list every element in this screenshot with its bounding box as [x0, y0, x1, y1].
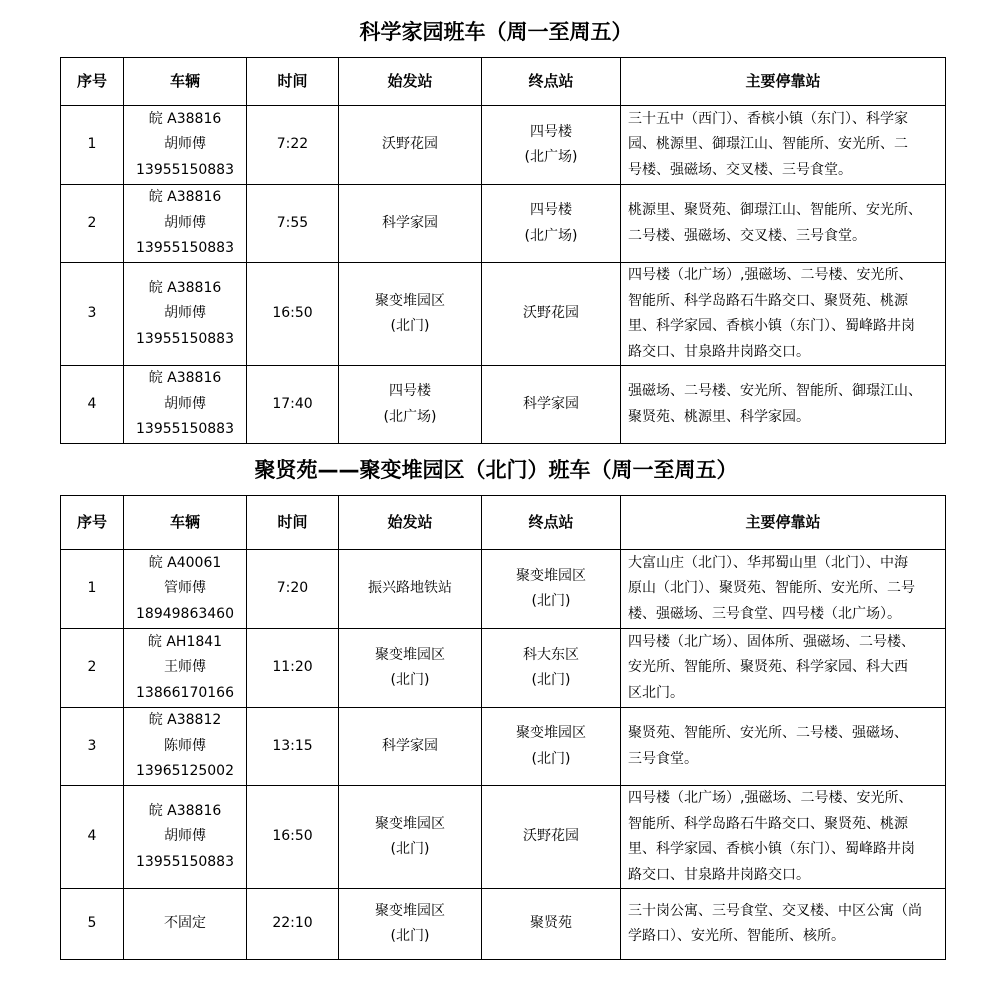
time-cell: 22:10: [247, 889, 339, 960]
origin-cell: [339, 263, 482, 366]
origin-cell: [339, 786, 482, 889]
vehicle-line: 皖 A38816: [148, 279, 222, 296]
vehicle-cell: [124, 889, 247, 960]
time-cell: 7:55: [247, 185, 339, 263]
stops-line: 智能所、科学岛路石牛路交口、聚贤苑、桃源: [628, 292, 908, 309]
table-row: [61, 629, 946, 708]
vehicle-line: 皖 A38812: [148, 712, 222, 729]
dest-line: 聚变堆园区: [516, 725, 586, 741]
dest-line: 四号楼: [530, 202, 572, 218]
origin-line: 沃野花园: [382, 136, 438, 153]
header-time: 时间: [247, 58, 339, 106]
dest-line: (北门): [531, 593, 571, 609]
stops-line: 学路口）、安光所、智能所、核所。: [628, 928, 845, 944]
vehicle-line: 皖 A40061: [148, 554, 222, 571]
stops-cell: [621, 263, 946, 366]
no-cell: 1: [61, 550, 124, 629]
time-cell: 17:40: [247, 366, 339, 444]
header-origin: 始发站: [339, 58, 482, 106]
header-origin: 始发站: [339, 496, 482, 550]
table-row: [61, 708, 946, 786]
origin-line: (北门): [390, 928, 430, 944]
stops-line: 号楼、强磁场、交叉楼、三号食堂。: [628, 161, 852, 178]
stops-cell: [621, 550, 946, 629]
header-row: [61, 58, 946, 106]
dest-cell: [482, 550, 621, 629]
origin-cell: [339, 366, 482, 444]
no-cell: 3: [61, 263, 124, 366]
dest-cell: [482, 708, 621, 786]
vehicle-line: 13955150883: [136, 853, 234, 870]
time-cell: 16:50: [247, 263, 339, 366]
stops-line: 聚贤苑、桃源里、科学家园。: [628, 408, 810, 425]
vehicle-line: 皖 A38816: [148, 802, 222, 819]
vehicle-line: 王师傅: [164, 659, 206, 676]
stops-line: 路交口、甘泉路井岗路交口。: [628, 866, 810, 883]
stops-line: 园、桃源里、御璟江山、智能所、安光所、二: [628, 136, 908, 153]
origin-line: 聚变堆园区: [375, 292, 445, 309]
dest-line: (北门): [531, 750, 571, 767]
stops-line: 四号楼（北广场）,强磁场、二号楼、安光所、: [628, 790, 913, 806]
vehicle-line: 13955150883: [136, 330, 234, 347]
header-dest: 终点站: [482, 58, 621, 106]
dest-cell: [482, 366, 621, 444]
table-row: [61, 889, 946, 960]
dest-line: 聚变堆园区: [516, 567, 586, 584]
stops-line: 区北门。: [628, 684, 684, 701]
stops-line: 聚贤苑、智能所、安光所、二号楼、强磁场、: [628, 725, 908, 741]
origin-line: 四号楼: [389, 383, 431, 399]
no-cell: 1: [61, 106, 124, 185]
header-dest: 终点站: [482, 496, 621, 550]
dest-line: 聚贤苑: [530, 915, 572, 932]
vehicle-line: 胡师傅: [164, 305, 206, 322]
no-cell: 3: [61, 708, 124, 786]
dest-line: (北广场): [524, 227, 578, 244]
vehicle-cell: [124, 786, 247, 889]
no-cell: 2: [61, 629, 124, 708]
no-cell: 2: [61, 185, 124, 263]
vehicle-line: 13955150883: [136, 161, 234, 178]
origin-line: 聚变堆园区: [375, 815, 445, 832]
origin-line: 聚变堆园区: [375, 646, 445, 663]
header-stops: 主要停靠站: [621, 58, 946, 106]
vehicle-line: 不固定: [164, 915, 206, 932]
origin-line: (北门): [390, 318, 430, 334]
stops-line: 二号楼、强磁场、交叉楼、三号食堂。: [628, 227, 866, 244]
vehicle-line: 13955150883: [136, 421, 234, 438]
table-row: [61, 366, 946, 444]
vehicle-line: 胡师傅: [164, 395, 206, 412]
dest-line: 沃野花园: [523, 305, 579, 322]
origin-line: 聚变堆园区: [375, 902, 445, 919]
vehicle-line: 皖 A38816: [148, 189, 222, 206]
time-cell: 7:22: [247, 106, 339, 185]
no-cell: 4: [61, 786, 124, 889]
dest-cell: [482, 185, 621, 263]
origin-cell: [339, 550, 482, 629]
dest-line: (北广场): [524, 149, 578, 165]
header-vehicle: 车辆: [124, 496, 247, 550]
stops-line: 三十岗公寓、三号食堂、交叉楼、中区公寓（尚: [628, 902, 922, 919]
origin-line: 科学家园: [382, 214, 438, 231]
stops-line: 三号食堂。: [628, 750, 698, 767]
table-row: [61, 106, 946, 185]
header-row: [61, 496, 946, 550]
vehicle-cell: [124, 106, 247, 185]
schedule-table-2: [60, 495, 946, 960]
vehicle-line: 13955150883: [136, 240, 234, 257]
stops-line: 路交口、甘泉路井岗路交口。: [628, 343, 810, 360]
origin-line: (北广场): [383, 408, 437, 425]
vehicle-cell: [124, 629, 247, 708]
stops-line: 强磁场、二号楼、安光所、智能所、御璟江山、: [628, 383, 922, 399]
stops-cell: [621, 708, 946, 786]
no-cell: 5: [61, 889, 124, 960]
vehicle-line: 皖 A38816: [148, 110, 222, 127]
schedule-table-1: [60, 57, 946, 444]
stops-line: 安光所、智能所、聚贤苑、科学家园、科大西: [628, 659, 908, 676]
time-cell: 13:15: [247, 708, 339, 786]
dest-line: 四号楼: [530, 123, 572, 140]
stops-line: 桃源里、聚贤苑、御璟江山、智能所、安光所、: [628, 202, 922, 218]
vehicle-line: 陈师傅: [164, 737, 206, 754]
header-stops: 主要停靠站: [621, 496, 946, 550]
vehicle-cell: [124, 263, 247, 366]
time-cell: 16:50: [247, 786, 339, 889]
vehicle-cell: [124, 550, 247, 629]
vehicle-cell: [124, 708, 247, 786]
stops-line: 里、科学家园、香槟小镇（东门）、蜀峰路井岗: [628, 841, 915, 857]
time-cell: 11:20: [247, 629, 339, 708]
vehicle-cell: [124, 366, 247, 444]
table-row: [61, 786, 946, 889]
header-no: 序号: [61, 496, 124, 550]
stops-line: 四号楼（北广场）,强磁场、二号楼、安光所、: [628, 267, 913, 283]
stops-line: 智能所、科学岛路石牛路交口、聚贤苑、桃源: [628, 815, 908, 832]
dest-line: 科学家园: [523, 395, 579, 412]
vehicle-line: 皖 AH1841: [147, 633, 223, 650]
stops-cell: [621, 185, 946, 263]
header-vehicle: 车辆: [124, 58, 247, 106]
vehicle-line: 18949863460: [136, 605, 234, 622]
stops-cell: [621, 786, 946, 889]
header-time: 时间: [247, 496, 339, 550]
stops-line: 里、科学家园、香槟小镇（东门）、蜀峰路井岗: [628, 318, 915, 334]
origin-cell: [339, 629, 482, 708]
vehicle-line: 胡师傅: [164, 136, 206, 153]
origin-cell: [339, 889, 482, 960]
stops-line: 原山（北门）、聚贤苑、智能所、安光所、二号: [628, 580, 915, 597]
vehicle-line: 胡师傅: [164, 828, 206, 845]
table-row: [61, 550, 946, 629]
table-row: [61, 263, 946, 366]
stops-cell: [621, 106, 946, 185]
table1-title: 科学家园班车（周一至周五）: [359, 20, 633, 44]
dest-cell: [482, 889, 621, 960]
vehicle-line: 管师傅: [164, 580, 206, 597]
stops-line: 三十五中（西门）、香槟小镇（东门）、科学家: [628, 110, 908, 127]
stops-line: 大富山庄（北门）、华邦蜀山里（北门）、中海: [628, 554, 908, 571]
stops-cell: [621, 629, 946, 708]
stops-cell: [621, 889, 946, 960]
header-no: 序号: [61, 58, 124, 106]
origin-cell: [339, 708, 482, 786]
time-cell: 7:20: [247, 550, 339, 629]
table-row: [61, 185, 946, 263]
origin-line: 科学家园: [382, 737, 438, 754]
stops-line: 楼、强磁场、三号食堂、四号楼（北广场）。: [628, 605, 901, 622]
no-cell: 4: [61, 366, 124, 444]
vehicle-line: 13866170166: [136, 684, 234, 701]
origin-line: 振兴路地铁站: [368, 580, 452, 597]
stops-cell: [621, 366, 946, 444]
origin-cell: [339, 106, 482, 185]
stops-line: 四号楼（北广场）、固体所、强磁场、二号楼、: [628, 633, 915, 650]
dest-cell: [482, 786, 621, 889]
vehicle-line: 13965125002: [136, 763, 234, 780]
vehicle-line: 皖 A38816: [148, 370, 222, 387]
origin-cell: [339, 185, 482, 263]
origin-line: (北门): [390, 841, 430, 857]
dest-cell: [482, 106, 621, 185]
vehicle-cell: [124, 185, 247, 263]
table2-title: 聚贤苑——聚变堆园区（北门）班车（周一至周五）: [254, 458, 738, 482]
dest-cell: [482, 263, 621, 366]
dest-line: 科大东区: [523, 646, 579, 663]
vehicle-line: 胡师傅: [164, 214, 206, 231]
dest-line: 沃野花园: [523, 828, 579, 845]
dest-line: (北门): [531, 672, 571, 688]
dest-cell: [482, 629, 621, 708]
origin-line: (北门): [390, 672, 430, 688]
